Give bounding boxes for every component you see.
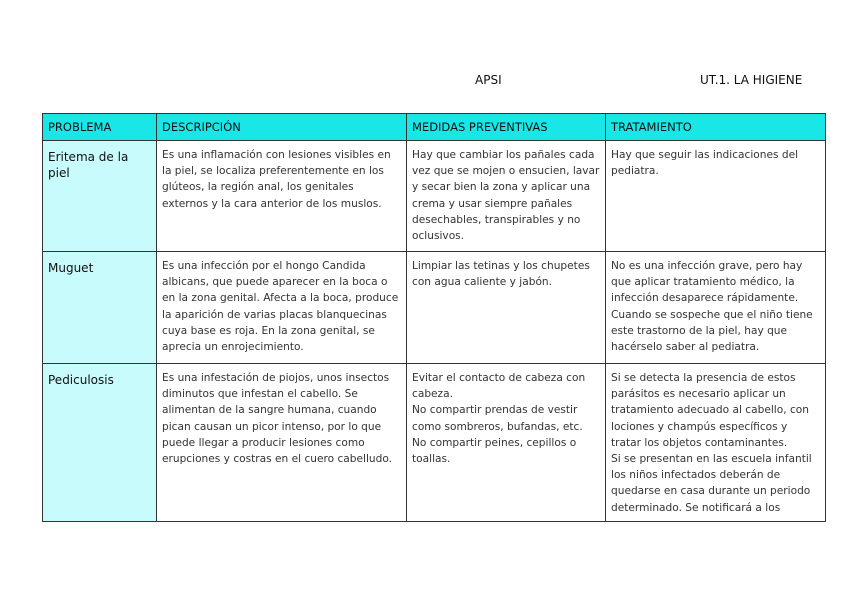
prevention-text: No compartir prendas de vestir como sombreros, bufandas, etc. bbox=[412, 404, 583, 433]
treatment-text: Hay que seguir las indicaciones del pediatra. bbox=[611, 149, 799, 178]
description-cell: Es una inflamación con lesiones visibles en la piel, se localiza preferentemente en los glúteos, la región anal, los genitales externos y la cara anterior de los muslos. bbox=[157, 141, 407, 252]
column-header-description: DESCRIPCIÓN bbox=[157, 114, 407, 141]
table-row bbox=[43, 141, 826, 252]
problem-cell: Eritema de la piel bbox=[43, 141, 157, 252]
description-cell: Es una infestación de piojos, unos insectos diminutos que infestan el cabello. Se alimentan de la sangre humana, cuando pican causan un picor intenso, por lo que puede llegar a producir lesiones como erupciones y costras en el cuero cabelludo. bbox=[157, 364, 407, 522]
treatment-text: Si se detecta la presencia de estos parásitos es necesario aplicar un tratamiento adecuado al cabello, con lociones y champús específicos y tratar los objetos contaminantes. bbox=[611, 372, 809, 449]
column-header-prevention: MEDIDAS PREVENTIVAS bbox=[407, 114, 606, 141]
treatment-text: No es una infección grave, pero hay que aplicar tratamiento médico, la infección desaparece rápidamente. Cuando se sospeche que el niño tiene este trastorno de la piel, hay que hacérselo saber al pediatra. bbox=[611, 260, 813, 354]
description-cell: Es una infección por el hongo Candida albicans, que puede aparecer en la boca o en la zona genital. Afecta a la boca, produce la aparición de varias placas blanquecinas cuya base es roja. En la zona genital, se aprecia un enrojecimiento. bbox=[157, 252, 407, 364]
header-subject: APSI bbox=[475, 73, 502, 87]
table-row bbox=[43, 364, 826, 522]
prevention-text: Limpiar las tetinas y los chupetes con agua caliente y jabón. bbox=[412, 260, 590, 289]
prevention-cell bbox=[407, 364, 606, 522]
hygiene-problems-table bbox=[42, 113, 826, 522]
prevention-text: Evitar el contacto de cabeza con cabeza. bbox=[412, 372, 586, 401]
treatment-cell bbox=[606, 252, 826, 364]
column-header-problem: PROBLEMA bbox=[43, 114, 157, 141]
column-header-treatment: TRATAMIENTO bbox=[606, 114, 826, 141]
prevention-cell bbox=[407, 141, 606, 252]
prevention-text: No compartir peines, cepillos o toallas. bbox=[412, 436, 577, 466]
prevention-cell bbox=[407, 252, 606, 364]
problem-cell: Muguet bbox=[43, 252, 157, 364]
treatment-cell bbox=[606, 364, 826, 522]
table-header-row bbox=[43, 114, 826, 141]
table-row bbox=[43, 252, 826, 364]
prevention-text: Hay que cambiar los pañales cada vez que se mojen o ensucien, lavar y secar bien la zona y aplicar una crema y usar siempre pañales desechables, transpirables y no oclusivos. bbox=[412, 149, 600, 243]
problem-cell: Pediculosis bbox=[43, 364, 157, 522]
header-unit: UT.1. LA HIGIENE bbox=[700, 73, 803, 87]
treatment-text: Si se presentan en las escuela infantil los niños infectados deberán de quedarse en casa durante un periodo determinado. Se notificará a los bbox=[611, 453, 812, 514]
treatment-cell bbox=[606, 141, 826, 252]
